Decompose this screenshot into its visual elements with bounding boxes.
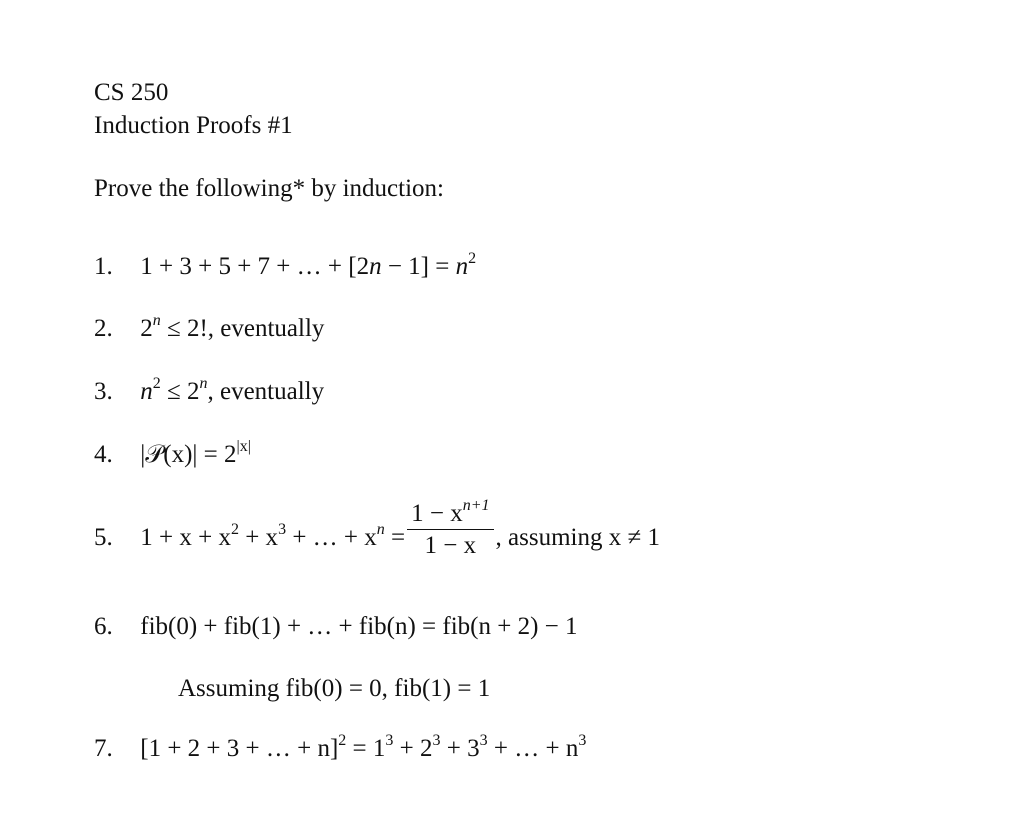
exponent: 3 — [578, 732, 587, 749]
expr-part: |𝒫(x)| = 2 — [140, 441, 237, 468]
problem-3 — [94, 375, 325, 405]
problem-2 — [94, 312, 325, 342]
problem-expression — [140, 438, 251, 468]
problem-6-assumption — [178, 676, 490, 701]
problem-expression — [140, 732, 587, 762]
instructions: Prove the following* by induction: — [94, 175, 444, 202]
expr-part: + … + x — [286, 524, 377, 551]
problem-number: 6. — [94, 613, 113, 640]
problem-expression — [140, 375, 325, 405]
exponent: 3 — [432, 732, 441, 749]
expr-var: n — [369, 253, 382, 280]
course-title: CS 250 — [94, 79, 169, 106]
expr-part: ≤ 2 — [160, 378, 200, 405]
exponent: 2 — [338, 732, 347, 749]
exponent: 2 — [468, 250, 477, 267]
problem-5 — [94, 497, 660, 560]
document-subtitle: Induction Proofs #1 — [94, 112, 293, 139]
expr-part: − 1] = — [381, 253, 456, 280]
fraction-numerator — [407, 497, 493, 530]
expr-part: = 1 — [346, 735, 386, 762]
problem-4 — [94, 438, 251, 468]
problem-expression — [140, 312, 325, 342]
expr-part: ≤ 2!, eventually — [160, 315, 325, 342]
expr-part: , assuming x ≠ 1 — [495, 524, 660, 551]
exponent: n — [376, 521, 385, 538]
problem-6 — [94, 614, 578, 639]
problem-7 — [94, 732, 587, 762]
problem-number: 4. — [94, 441, 113, 468]
problem-number: 5. — [94, 524, 113, 551]
exponent: n+1 — [462, 497, 490, 514]
exponent: 3 — [278, 521, 287, 538]
expr-part: 2 — [140, 315, 153, 342]
expr-var: n — [455, 253, 469, 280]
exponent: 3 — [479, 732, 488, 749]
exponent: 2 — [230, 521, 239, 538]
exponent: 3 — [385, 732, 394, 749]
problem-expression — [140, 521, 406, 551]
expr-part: , eventually — [207, 378, 325, 405]
fraction-denominator: 1 − x — [424, 532, 477, 559]
problem-expression: fib(0) + fib(1) + … + fib(n) = fib(n + 2) − 1 — [140, 613, 578, 640]
fraction — [407, 497, 493, 559]
expr-part: [1 + 2 + 3 + … + n] — [140, 735, 339, 762]
expr-part: + 3 — [440, 735, 480, 762]
expr-part: 1 + x + x — [140, 524, 231, 551]
expr-part: 1 + 3 + 5 + 7 + … + [2 — [140, 253, 370, 280]
problem-number: 7. — [94, 735, 113, 762]
exponent: 2 — [152, 375, 161, 392]
problem-number: 1. — [94, 253, 113, 280]
problem-1 — [94, 250, 477, 280]
problem-number: 2. — [94, 315, 113, 342]
exponent: n — [199, 375, 208, 392]
problem-number: 3. — [94, 378, 113, 405]
exponent: n — [152, 312, 161, 329]
expr-var: n — [140, 378, 153, 405]
assumption-text: Assuming fib(0) = 0, fib(1) = 1 — [178, 675, 491, 702]
problem-expression — [140, 250, 477, 280]
expr-part: 1 − x — [411, 500, 463, 527]
expr-part: + … + n — [487, 735, 579, 762]
exponent: |x| — [236, 438, 251, 455]
expr-part: + x — [238, 524, 279, 551]
expr-part: = — [384, 524, 406, 551]
expr-part: + 2 — [393, 735, 433, 762]
